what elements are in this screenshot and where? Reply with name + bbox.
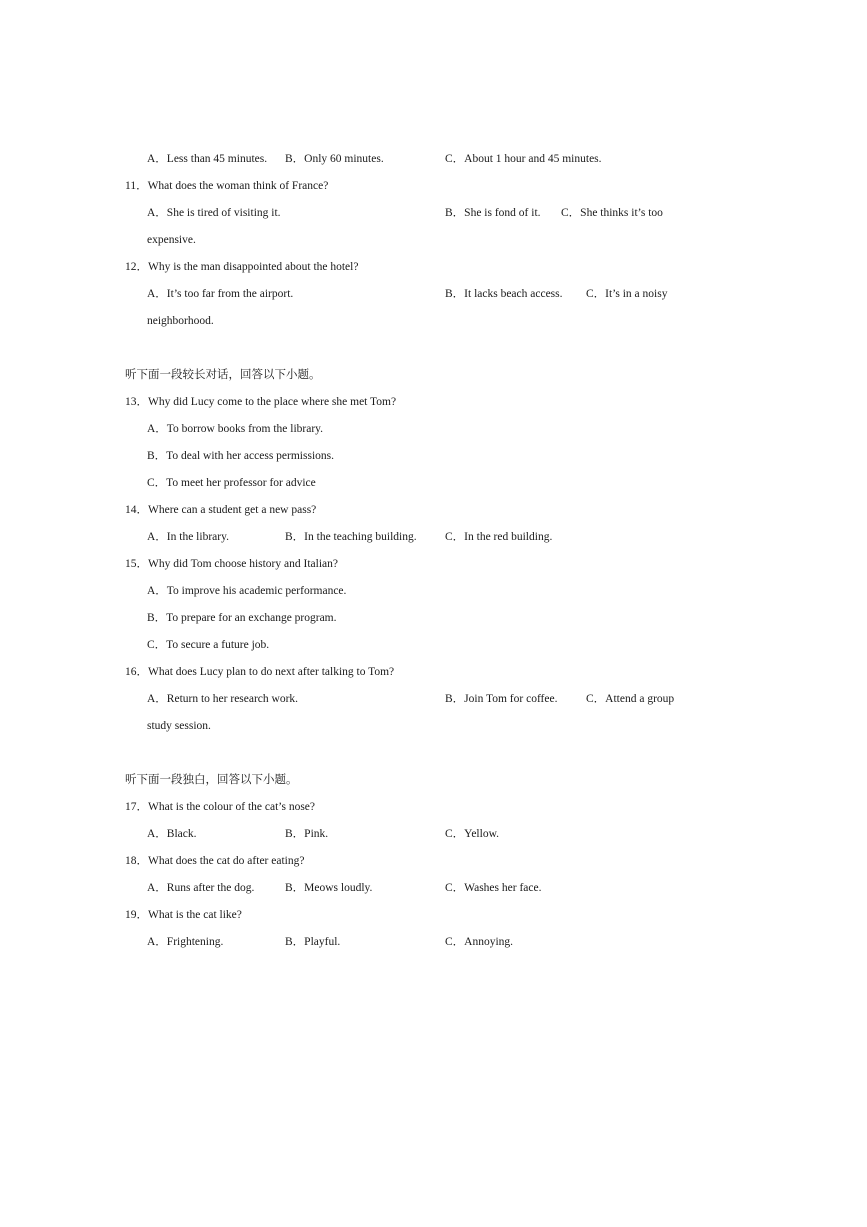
q14-stem: 14．Where can a student get a new pass? [125, 504, 317, 516]
section-heading-long-dialogue: 听下面一段较长对话，回答以下小题。 [125, 369, 321, 381]
q18-option-a: A．Runs after the dog. [147, 882, 255, 894]
q14-option-c: C．In the red building. [445, 531, 553, 543]
q13-option-c: C．To meet her professor for advice [147, 477, 316, 489]
q19-stem: 19．What is the cat like? [125, 909, 242, 921]
q13-option-b: B．To deal with her access permissions. [147, 450, 334, 462]
q12-option-c-continued: neighborhood. [147, 315, 214, 327]
q16-option-c: C．Attend a group [586, 693, 675, 705]
q18-stem: 18．What does the cat do after eating? [125, 855, 305, 867]
q10-option-a: A．Less than 45 minutes. [147, 153, 268, 165]
q15-option-c: C．To secure a future job. [147, 639, 270, 651]
q16-option-a: A．Return to her research work. [147, 693, 299, 705]
q14-option-a: A．In the library. [147, 531, 229, 543]
q19-option-c: C．Annoying. [445, 936, 514, 948]
q10-option-b: B．Only 60 minutes. [285, 153, 384, 165]
q16-option-b: B．Join Tom for coffee. [445, 693, 558, 705]
q18-option-b: B．Meows loudly. [285, 882, 373, 894]
q18-option-c: C．Washes her face. [445, 882, 542, 894]
q19-option-a: A．Frightening. [147, 936, 224, 948]
q17-option-c: C．Yellow. [445, 828, 500, 840]
q13-option-a: A．To borrow books from the library. [147, 423, 324, 435]
q12-option-b: B．It lacks beach access. [445, 288, 563, 300]
q10-option-c: C．About 1 hour and 45 minutes. [445, 153, 602, 165]
section-heading-monologue: 听下面一段独白，回答以下小题。 [125, 774, 298, 786]
q12-option-a: A．It’s too far from the airport. [147, 288, 294, 300]
q16-stem: 16．What does Lucy plan to do next after talking to Tom? [125, 666, 395, 678]
q19-option-b: B．Playful. [285, 936, 341, 948]
q17-option-b: B．Pink. [285, 828, 329, 840]
q12-option-c: C．It’s in a noisy [586, 288, 668, 300]
q11-option-c-continued: expensive. [147, 234, 196, 246]
q15-option-b: B．To prepare for an exchange program. [147, 612, 337, 624]
q15-option-a: A．To improve his academic performance. [147, 585, 347, 597]
q11-option-a: A．She is tired of visiting it. [147, 207, 281, 219]
q15-stem: 15．Why did Tom choose history and Italian? [125, 558, 338, 570]
q16-option-c-continued: study session. [147, 720, 211, 732]
q12-stem: 12．Why is the man disappointed about the hotel? [125, 261, 359, 273]
q11-option-c: C．She thinks it’s too [561, 207, 663, 219]
q13-stem: 13．Why did Lucy come to the place where she met Tom? [125, 396, 397, 408]
q17-option-a: A．Black. [147, 828, 197, 840]
q11-stem: 11．What does the woman think of France? [125, 180, 329, 192]
q14-option-b: B．In the teaching building. [285, 531, 417, 543]
q17-stem: 17．What is the colour of the cat’s nose? [125, 801, 316, 813]
q11-option-b: B．She is fond of it. [445, 207, 541, 219]
